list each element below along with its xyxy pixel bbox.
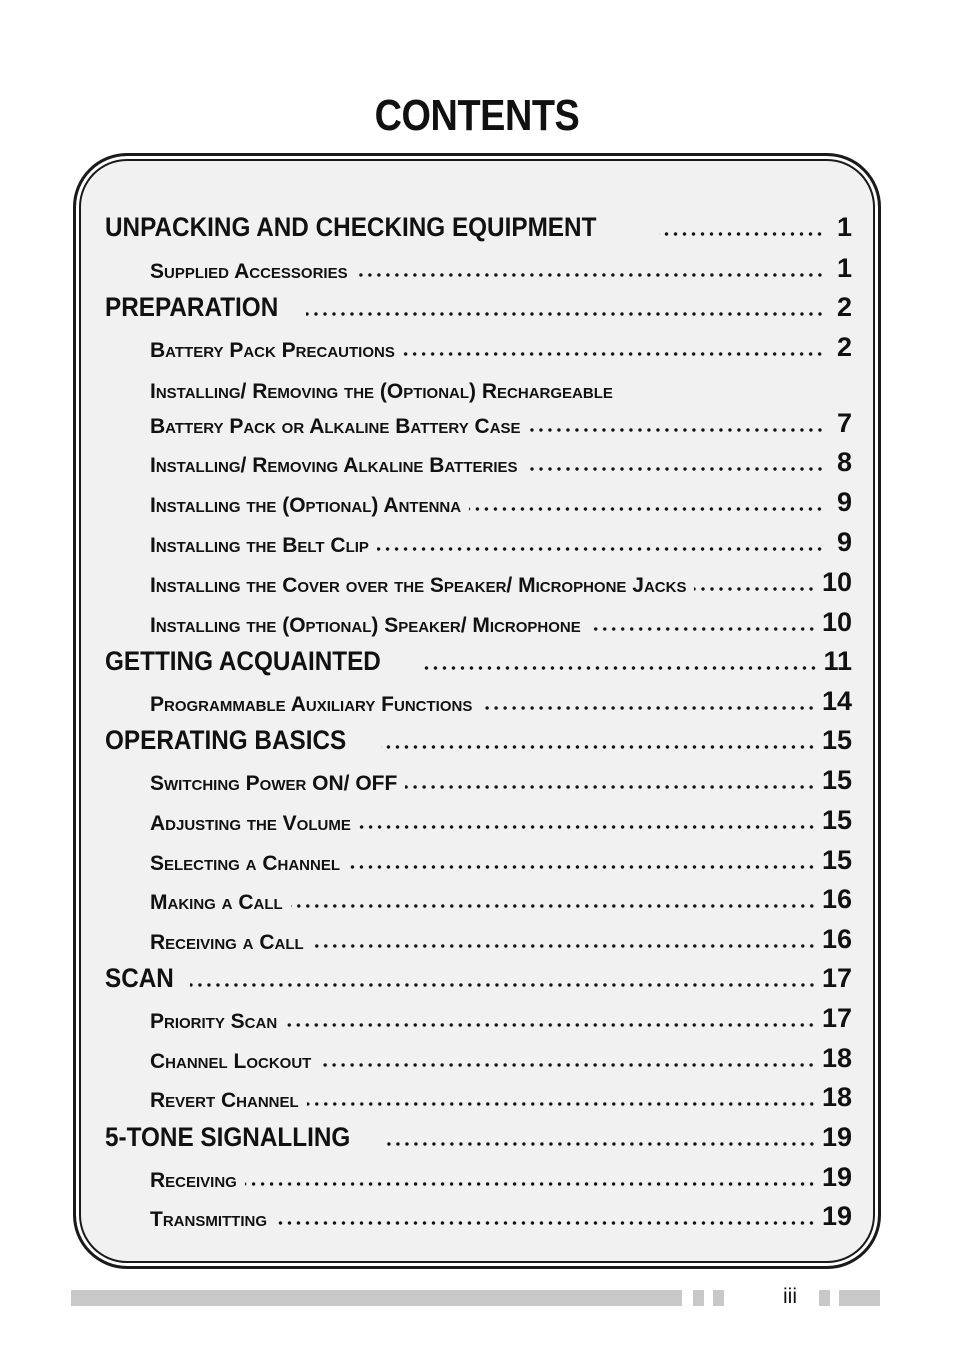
dot-leader bbox=[420, 666, 818, 670]
dot-leader bbox=[319, 1063, 816, 1067]
toc-entry-page-number: 10 bbox=[821, 607, 852, 637]
toc-section-entry[interactable] bbox=[105, 716, 852, 754]
toc-subsection-entry[interactable] bbox=[150, 323, 852, 361]
toc-entry-page-number: 19 bbox=[821, 1162, 852, 1192]
dot-leader bbox=[245, 1182, 816, 1186]
toc-section-entry[interactable] bbox=[105, 283, 852, 321]
toc-entry-label: OPERATING BASICS bbox=[105, 725, 347, 755]
footer-square bbox=[693, 1290, 704, 1306]
toc-entry-page-number: 9 bbox=[836, 527, 852, 557]
toc-subsection-entry[interactable] bbox=[150, 558, 852, 596]
toc-entry-label: Installing/ Removing Alkaline Batteries bbox=[150, 454, 518, 477]
dot-leader bbox=[306, 312, 824, 316]
dot-leader bbox=[312, 944, 816, 948]
footer-bar-left bbox=[71, 1290, 682, 1306]
toc-section-entry[interactable] bbox=[105, 1113, 852, 1151]
toc-entry-page-number: 2 bbox=[836, 332, 852, 362]
dot-leader bbox=[291, 904, 816, 908]
dot-leader bbox=[348, 865, 816, 869]
toc-entry-page-number: 16 bbox=[821, 924, 852, 954]
toc-entry-label: Installing the (Optional) Speaker/ Microphone bbox=[150, 614, 581, 637]
toc-subsection-entry[interactable] bbox=[150, 915, 852, 953]
page-title: CONTENTS bbox=[374, 91, 580, 141]
dot-leader bbox=[377, 547, 824, 551]
toc-entry-page-number: 15 bbox=[821, 725, 852, 755]
toc-subsection-entry[interactable] bbox=[150, 598, 852, 636]
footer-bar-right bbox=[839, 1290, 880, 1306]
toc-section-entry[interactable] bbox=[105, 954, 852, 992]
toc-entry-page-number: 8 bbox=[836, 447, 852, 477]
footer-square bbox=[713, 1290, 724, 1306]
toc-entry-label: Battery Pack Precautions bbox=[150, 339, 395, 362]
toc-entry-page-number: 17 bbox=[821, 1003, 852, 1033]
toc-entry-label: Installing the Belt Clip bbox=[150, 534, 369, 557]
toc-entry-page-number: 11 bbox=[823, 646, 852, 676]
toc-entry-page-number: 15 bbox=[821, 845, 852, 875]
toc-subsection-entry[interactable] bbox=[150, 994, 852, 1032]
dot-leader bbox=[359, 825, 816, 829]
toc-entry-page-number: 7 bbox=[836, 408, 852, 438]
toc-entry-page-number: 1 bbox=[836, 212, 852, 242]
toc-entry-label: Installing/ Removing the (Optional) Rechargeable bbox=[150, 380, 613, 403]
toc-entry-label: PREPARATION bbox=[105, 292, 279, 322]
dot-leader bbox=[405, 785, 816, 789]
dot-leader bbox=[589, 627, 816, 631]
dot-leader bbox=[275, 1221, 816, 1225]
toc-entry-label: Selecting a Channel bbox=[150, 852, 341, 875]
toc-subsection-entry[interactable] bbox=[150, 1192, 852, 1230]
toc-subsection-entry[interactable] bbox=[150, 1153, 852, 1191]
dot-leader bbox=[529, 428, 824, 432]
footer-square bbox=[819, 1290, 830, 1306]
dot-leader bbox=[403, 352, 824, 356]
toc-subsection-entry[interactable] bbox=[150, 1034, 852, 1072]
toc-entry-label: Supplied Accessories bbox=[150, 260, 348, 283]
toc-subsection-entry[interactable] bbox=[150, 364, 852, 402]
toc-section-entry[interactable] bbox=[105, 203, 852, 241]
toc-entry-label: Making a Call bbox=[150, 891, 283, 914]
toc-subsection-entry[interactable] bbox=[150, 875, 852, 913]
dot-leader bbox=[480, 706, 816, 710]
toc-entry-label: Switching Power ON/ OFF bbox=[150, 772, 398, 795]
toc-entry-label: Channel Lockout bbox=[150, 1050, 312, 1073]
toc-entry-label: Revert Channel bbox=[150, 1089, 299, 1112]
toc-subsection-entry[interactable] bbox=[150, 518, 852, 556]
toc-entry-label: Battery Pack or Alkaline Battery Case bbox=[150, 415, 521, 438]
toc-entry-label: Transmitting bbox=[150, 1208, 267, 1231]
toc-entry-label: Receiving bbox=[150, 1169, 237, 1192]
toc-entry-page-number: 2 bbox=[836, 292, 852, 322]
toc-subsection-entry[interactable] bbox=[150, 796, 852, 834]
toc-entry-page-number: 19 bbox=[821, 1201, 852, 1231]
toc-entry-page-number: 18 bbox=[821, 1082, 852, 1112]
toc-entry-label: 5-TONE SIGNALLING bbox=[105, 1122, 351, 1152]
toc-entry-label: Priority Scan bbox=[150, 1010, 278, 1033]
toc-entry-label: Adjusting the Volume bbox=[150, 812, 351, 835]
toc-entry-page-number: 19 bbox=[821, 1122, 852, 1152]
toc-entry-label: GETTING ACQUAINTED bbox=[105, 646, 381, 676]
toc-entry-label: Receiving a Call bbox=[150, 931, 304, 954]
toc-subsection-entry[interactable] bbox=[150, 399, 852, 437]
dot-leader bbox=[356, 273, 824, 277]
dot-leader bbox=[526, 467, 825, 471]
toc-subsection-entry[interactable] bbox=[150, 836, 852, 874]
dot-leader bbox=[190, 983, 816, 987]
dot-leader bbox=[386, 1142, 816, 1146]
toc-entry-label: SCAN bbox=[105, 963, 174, 993]
toc-entry-page-number: 15 bbox=[821, 805, 852, 835]
dot-leader bbox=[694, 587, 816, 591]
page-number: iii bbox=[783, 1285, 797, 1308]
toc-entry-page-number: 15 bbox=[821, 765, 852, 795]
toc-entry-label: Programmable Auxiliary Functions bbox=[150, 693, 473, 716]
toc-entry-page-number: 14 bbox=[821, 686, 852, 716]
toc-subsection-entry[interactable] bbox=[150, 677, 852, 715]
dot-leader bbox=[381, 745, 816, 749]
dot-leader bbox=[469, 507, 824, 511]
toc-entry-label: Installing the (Optional) Antenna bbox=[150, 494, 462, 517]
toc-subsection-entry[interactable] bbox=[150, 478, 852, 516]
dot-leader bbox=[659, 232, 824, 236]
toc-subsection-entry[interactable] bbox=[150, 438, 852, 476]
toc-entry-label: UNPACKING AND CHECKING EQUIPMENT bbox=[105, 212, 597, 242]
toc-entry-page-number: 9 bbox=[836, 487, 852, 517]
toc-entry-page-number: 16 bbox=[821, 884, 852, 914]
toc-subsection-entry[interactable] bbox=[150, 756, 852, 794]
toc-subsection-entry[interactable] bbox=[150, 1073, 852, 1111]
toc-entry-page-number: 17 bbox=[821, 963, 852, 993]
dot-leader bbox=[285, 1023, 816, 1027]
toc-subsection-entry[interactable] bbox=[150, 244, 852, 282]
toc-entry-page-number: 18 bbox=[821, 1043, 852, 1073]
toc-entry-page-number: 10 bbox=[821, 567, 852, 597]
toc-section-entry[interactable] bbox=[105, 637, 852, 675]
toc-entry-page-number: 1 bbox=[836, 253, 852, 283]
dot-leader bbox=[307, 1102, 816, 1106]
toc-entry-label: Installing the Cover over the Speaker/ Microphone Jacks bbox=[150, 574, 687, 597]
